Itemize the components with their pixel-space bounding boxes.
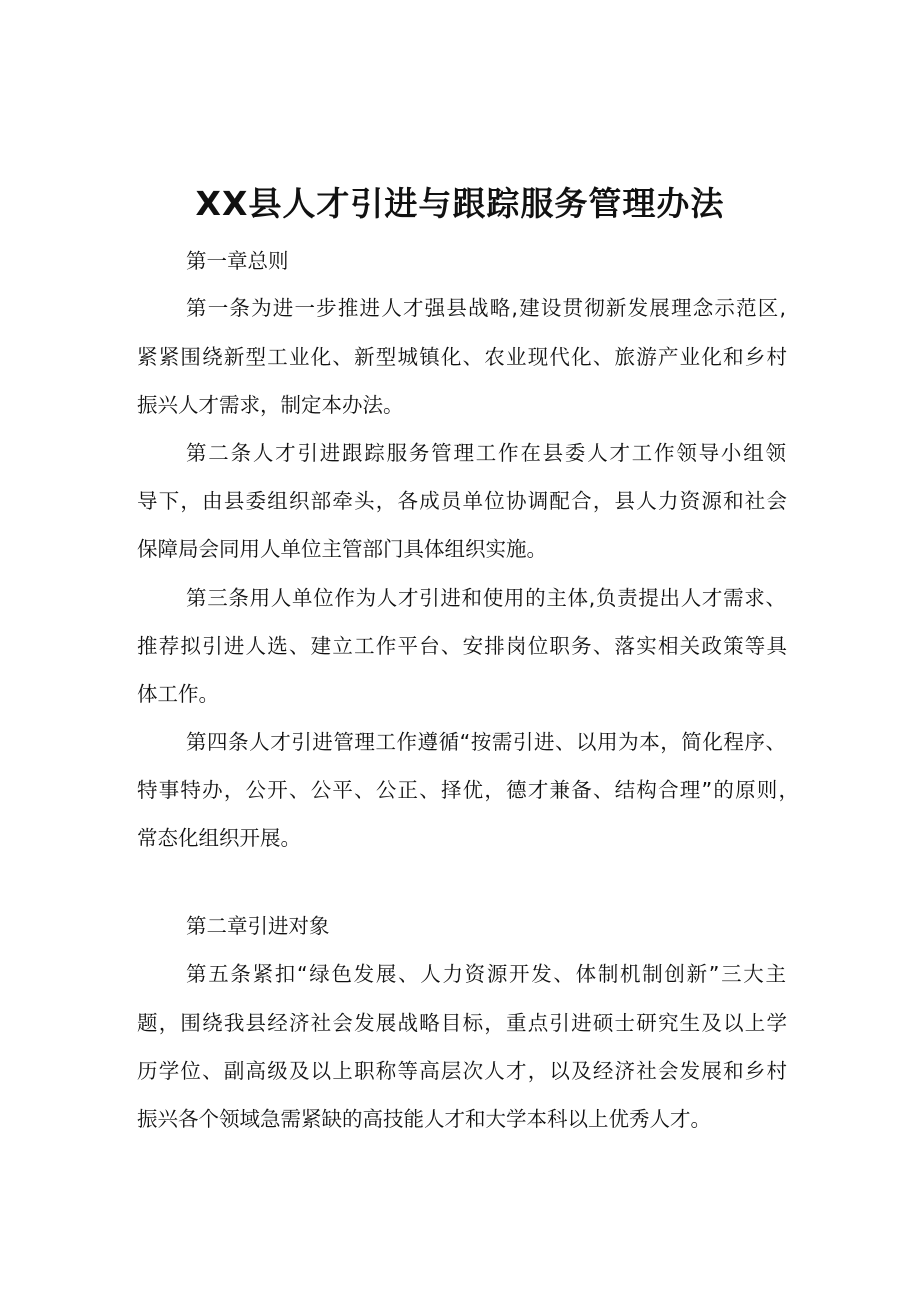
article-5-line-3: 历学位、副高级及以上职称等高层次人才，以及经济社会发展和乡村 xyxy=(137,1059,787,1083)
article-4-line-3: 常态化组织开展。 xyxy=(137,826,301,850)
article-2-line-3: 保障局会同用人单位主管部门具体组织实施。 xyxy=(137,537,547,561)
article-3-line-1: 第三条用人单位作为人才引进和使用的主体,负责提出人才需求、 xyxy=(186,586,786,610)
article-2-line-1: 第二条人才引进跟踪服务管理工作在县委人才工作领导小组领 xyxy=(186,441,786,465)
article-1-line-2: 紧紧围绕新型工业化、新型城镇化、农业现代化、旅游产业化和乡村 xyxy=(137,345,787,369)
article-5-line-1: 第五条紧扣“绿色发展、人力资源开发、体制机制创新”三大主 xyxy=(186,962,786,986)
article-1-line-3: 振兴人才需求，制定本办法。 xyxy=(137,393,404,417)
article-4-line-2: 特事特办，公开、公平、公正、择优，德才兼备、结构合理”的原则， xyxy=(137,778,799,802)
article-1-line-1: 第一条为进一步推进人才强县战略,建设贯彻新发展理念示范区, xyxy=(186,296,786,320)
article-3-line-3: 体工作。 xyxy=(137,682,219,706)
article-2-line-2: 导下，由县委组织部牵头，各成员单位协调配合，县人力资源和社会 xyxy=(137,489,787,513)
article-3-line-2: 推荐拟引进人选、建立工作平台、安排岗位职务、落实相关政策等具 xyxy=(137,634,787,658)
chapter-heading-1: 第一章总则 xyxy=(186,249,289,273)
article-5-line-2: 题，围绕我县经济社会发展战略目标，重点引进硕士研究生及以上学 xyxy=(137,1011,787,1035)
chapter-heading-2: 第二章引进对象 xyxy=(186,914,330,938)
document-title: XX县人才引进与跟踪服务管理办法 xyxy=(195,184,725,223)
article-5-line-4: 振兴各个领域急需紧缺的高技能人才和大学本科以上优秀人才。 xyxy=(137,1107,711,1131)
article-4-line-1: 第四条人才引进管理工作遵循“按需引进、以用为本，简化程序、 xyxy=(186,730,786,754)
